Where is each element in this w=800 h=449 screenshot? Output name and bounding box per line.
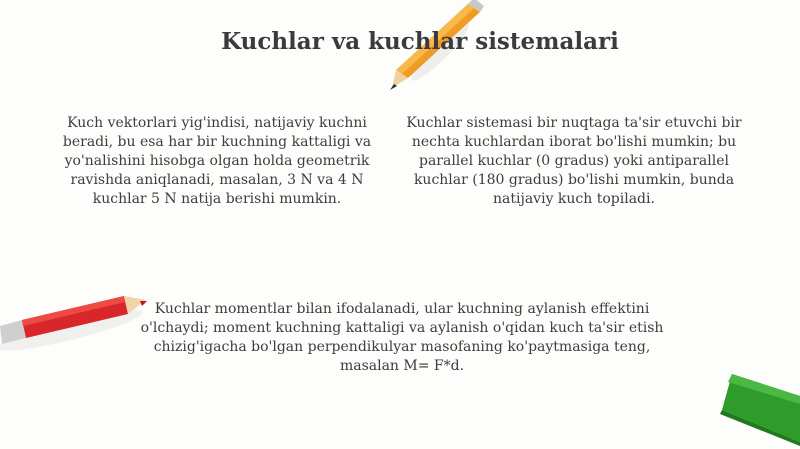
paragraph-vector-sum: Kuch vektorlari yig'indisi, natijaviy kuchni beradi, bu esa har bir kuchning kattaligi va yo'nalishini hisobga olgan holda geometrik ravishda aniqlanadi, masalan, 3 N va 4 N kuchlar 5 N natija berishi mumkin. — [62, 115, 372, 207]
slide-title: Kuchlar va kuchlar sistemalari — [221, 28, 619, 55]
paragraph-moments: Kuchlar momentlar bilan ifodalanadi, ular kuchning aylanish effektini o'lchaydi; moment kuchning kattaligi va aylanish o'qidan kuch ta'sir etish chizig'igacha bo'lgan perpendikulyar masofaning ko'paytmasiga teng, masalan M= F*d. — [140, 301, 664, 374]
green-marker-icon — [718, 366, 800, 449]
red-pencil-icon — [0, 290, 160, 360]
paragraph-force-system: Kuchlar sistemasi bir nuqtaga ta'sir etuvchi bir nechta kuchlardan iborat bo'lishi mumkin; bu parallel kuchlar (0 gradus) yoki antiparallel kuchlar (180 gradus) bo'lishi mumkin, bunda natijaviy kuch topiladi. — [406, 115, 742, 207]
